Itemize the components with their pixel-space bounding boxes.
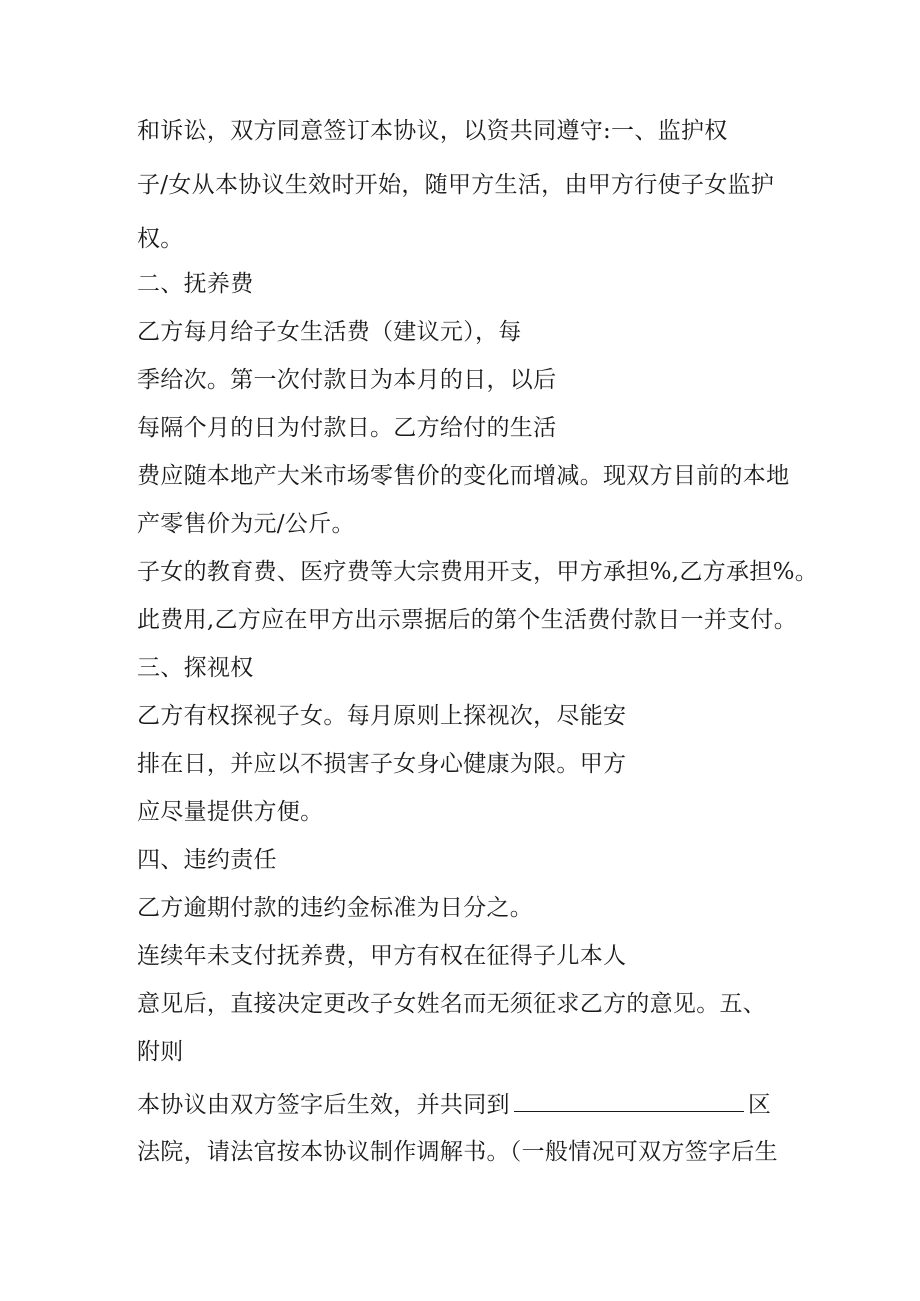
court-line	[137, 1089, 771, 1120]
text-line: 乙方逾期付款的违约金标准为日分之。	[137, 895, 534, 921]
section-heading: 四、违约责任	[137, 847, 277, 873]
text-line: 子女的教育费、医疗费等大宗费用开支，甲方承担%,乙方承担%。	[137, 559, 819, 585]
text-line: 季给次。第一次付款日为本月的日，以后	[137, 367, 557, 393]
text-line: 此费用,乙方应在甲方出示票据后的第个生活费付款日一并支付。	[137, 607, 798, 633]
text-line: 费应随本地产大米市场零售价的变化而增减。现双方目前的本地	[137, 463, 790, 489]
section-heading: 二、抚养费	[137, 271, 254, 297]
text-line: 意见后，直接决定更改子女姓名而无须征求乙方的意见。五、	[137, 991, 767, 1017]
text-line: 乙方每月给子女生活费（建议元），每	[137, 319, 522, 345]
text-line: 乙方有权探视子女。每月原则上探视次，尽能安	[137, 703, 627, 729]
text-line: 产零售价为元/公斤。	[137, 511, 355, 537]
text-line: 法院，请法官按本协议制作调解书。（一般情况可双方签字后生	[137, 1139, 778, 1165]
text-line: 连续年未支付抚养费，甲方有权在征得子儿本人	[137, 943, 627, 969]
text-line: 应尽量提供方便。	[137, 799, 324, 825]
court-line-before: 本协议由双方签字后生效，并共同到	[137, 1092, 510, 1118]
court-line-after: 区	[747, 1092, 772, 1118]
text-line: 和诉讼，双方同意签订本协议，以资共同遵守:一、监护权	[137, 118, 728, 144]
section-heading: 三、探视权	[137, 655, 254, 681]
text-line: 每隔个月的日为付款日。乙方给付的生活	[137, 415, 557, 441]
blank-field	[514, 1089, 744, 1112]
text-line: 权。	[137, 226, 184, 252]
text-line: 子/女从本协议生效时开始，随甲方生活，由甲方行使子女监护	[137, 172, 775, 198]
text-line: 排在日，并应以不损害子女身心健康为限。甲方	[137, 751, 627, 777]
section-heading: 附则	[137, 1039, 184, 1065]
